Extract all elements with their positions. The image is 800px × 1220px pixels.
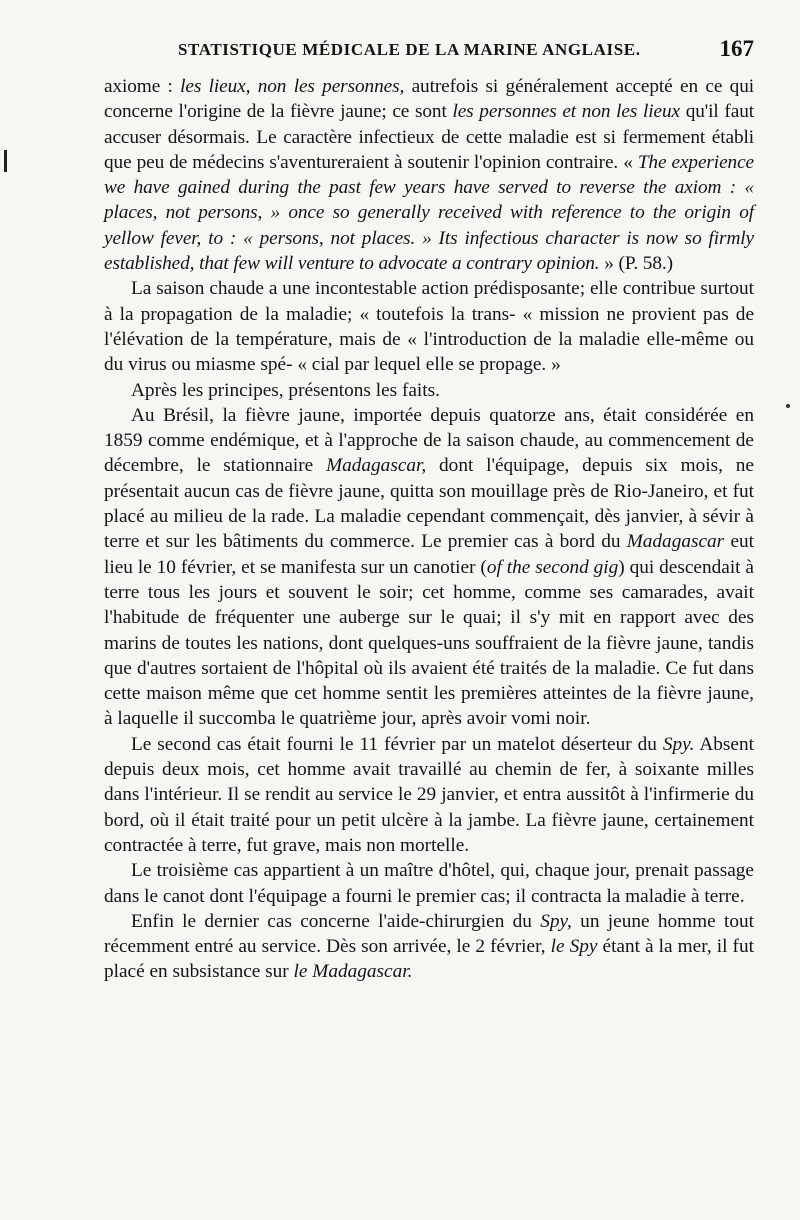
page-number: 167 [719,36,754,61]
italic-text: The experience we have gained during the past few years have served to reverse the axiom : « places, not persons, » once so generally received with reference to the origin of yellow fever, to : « persons, not places. » Its infectious character is now so firmly established, that few will venture to advocate a contrary opinion. [104,151,754,275]
page-header [178,36,754,70]
running-title: STATISTIQUE MÉDICALE DE LA MARINE ANGLAISE. [178,40,641,59]
roman-text: Absent depuis deux mois, cet homme avait travaillé au chemin de fer, à soixante milles dans l'intérieur. Il se rendit au service le 29 janvier, et entra aussitôt à l'infirmerie du bord, où il était traité pour un petit ulcère à la jambe. La fièvre jaune, certainement contractée à terre, fut grave, mais non mortelle. [104,733,754,856]
paper-speck [786,404,790,408]
roman-text: autrefois si généralement accepté en ce qui concerne l'origine de la fièvre jaune; ce sont [104,76,754,123]
roman-text: eut lieu le 10 février, et se manifesta sur un canotier ( [104,531,754,578]
italic-text: le Madagascar. [293,961,413,983]
paragraph-3 [104,378,754,403]
paragraph-4 [104,403,754,732]
roman-text: La saison chaude a une incontestable action prédisposante; elle contribue surtout à la propagation de la maladie; « toutefois la trans- « mission ne provient pas de l'élévation de la température, mais de « l'introduction de la maladie elle-même ou du virus ou miasme spé- « cial par lequel elle se propage. » [104,278,754,376]
body-text [104,74,754,985]
paragraph-6 [104,858,754,909]
roman-text: Au Brésil, la fièvre jaune, importée depuis quatorze ans, était considérée en 1859 comme endémique, et à l'approche de la saison chaude, au commencement de décembre, le stationnaire [104,404,754,477]
roman-text: ) qui descendait à terre tous les jours et souvent le soir; cet homme, comme ses camarades, avait l'habitude de fréquenter une auberge sur le quai; il s'y mit en rapport avec des marins de toutes les nations, dont quelques-uns souffraient de la fièvre jaune, tandis que d'autres sortaient de l'hôpital où ils avaient été traités de la maladie. Ce fut dans cette maison même que cet homme sentit les premières atteintes de la fièvre jaune, à laquelle il succomba le quatrième jour, après avoir vomi noir. [104,556,754,730]
roman-text: axiome : [104,76,181,97]
paragraph-1 [104,74,754,276]
roman-text: Enfin le dernier cas concerne l'aide-chirurgien du [131,910,541,932]
paragraph-7 [104,909,754,985]
italic-text: Madagascar [626,531,725,553]
paragraph-2 [104,276,754,377]
italic-text: les lieux, non les personnes, [180,76,405,97]
roman-text: qu'il faut accuser désormais. Le caractère infectieux de cette maladie est si fermement établi que peu de médecins s'aventureraient à soutenir l'opinion contraire. « [104,101,754,173]
margin-mark [4,150,7,172]
roman-text: Après les principes, présentons les faits. [131,379,440,401]
roman-text: un jeune homme tout récemment entré au service. Dès son arrivée, le 2 février, [104,910,754,958]
roman-text: » (P. 58.) [599,253,673,275]
italic-text: Spy, [540,910,572,932]
italic-text: les personnes et non les lieux [452,101,680,123]
roman-text: Le second cas était fourni le 11 février par un matelot déserteur du [131,733,663,755]
roman-text: étant à la mer, il fut placé en subsistance sur [104,936,754,983]
italic-text: Madagascar, [326,455,427,477]
italic-text: Spy. [662,733,695,755]
roman-text: dont l'équipage, depuis six mois, ne présentait aucun cas de fièvre jaune, quitta son mouillage près de Rio-Janeiro, et fut placé au milieu de la rade. La maladie cependant commençait, dès janvier, à sévir à terre et sur les bâtiments du commerce. Le premier cas à bord du [104,455,754,553]
italic-text: le Spy [550,936,598,958]
italic-text: of the second gig [486,556,619,578]
paragraph-5 [104,732,754,858]
roman-text: Le troisième cas appartient à un maître d'hôtel, qui, chaque jour, prenait passage dans le canot dont l'équipage a fourni le premier cas; il contracta la maladie à terre. [104,860,754,907]
